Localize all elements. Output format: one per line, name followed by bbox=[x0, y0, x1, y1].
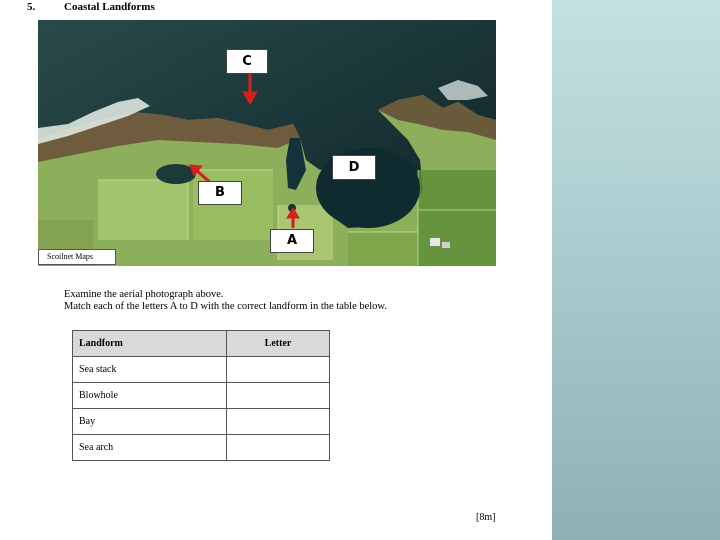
side-panel bbox=[552, 0, 720, 540]
marks-allocation: [8m] bbox=[476, 512, 496, 523]
photo-label-b: B bbox=[198, 181, 242, 205]
table-row bbox=[73, 409, 330, 435]
instruction-line-2: Match each of the letters A to D with the correct landform in the table below. bbox=[64, 301, 387, 312]
landform-cell: Sea stack bbox=[73, 357, 227, 383]
photo-label-a: A bbox=[270, 229, 314, 253]
photo-label-c: C bbox=[226, 49, 268, 74]
instruction-line-1: Examine the aerial photograph above. bbox=[64, 289, 224, 300]
table-row bbox=[73, 383, 330, 409]
photo-label-d: D bbox=[332, 155, 376, 180]
landform-cell: Sea arch bbox=[73, 435, 227, 461]
photo-credit: Scoilnet Maps bbox=[38, 249, 116, 265]
landform-table bbox=[72, 330, 330, 461]
question-title: Coastal Landforms bbox=[64, 1, 155, 13]
letter-cell[interactable] bbox=[227, 409, 330, 435]
table-row bbox=[73, 357, 330, 383]
letter-cell[interactable] bbox=[227, 435, 330, 461]
letter-cell[interactable] bbox=[227, 357, 330, 383]
header-letter: Letter bbox=[227, 331, 330, 357]
table-row bbox=[73, 435, 330, 461]
question-number: 5. bbox=[27, 1, 36, 13]
landform-cell: Bay bbox=[73, 409, 227, 435]
landform-cell: Blowhole bbox=[73, 383, 227, 409]
table-header-row bbox=[73, 331, 330, 357]
letter-cell[interactable] bbox=[227, 383, 330, 409]
header-landform: Landform bbox=[73, 331, 227, 357]
